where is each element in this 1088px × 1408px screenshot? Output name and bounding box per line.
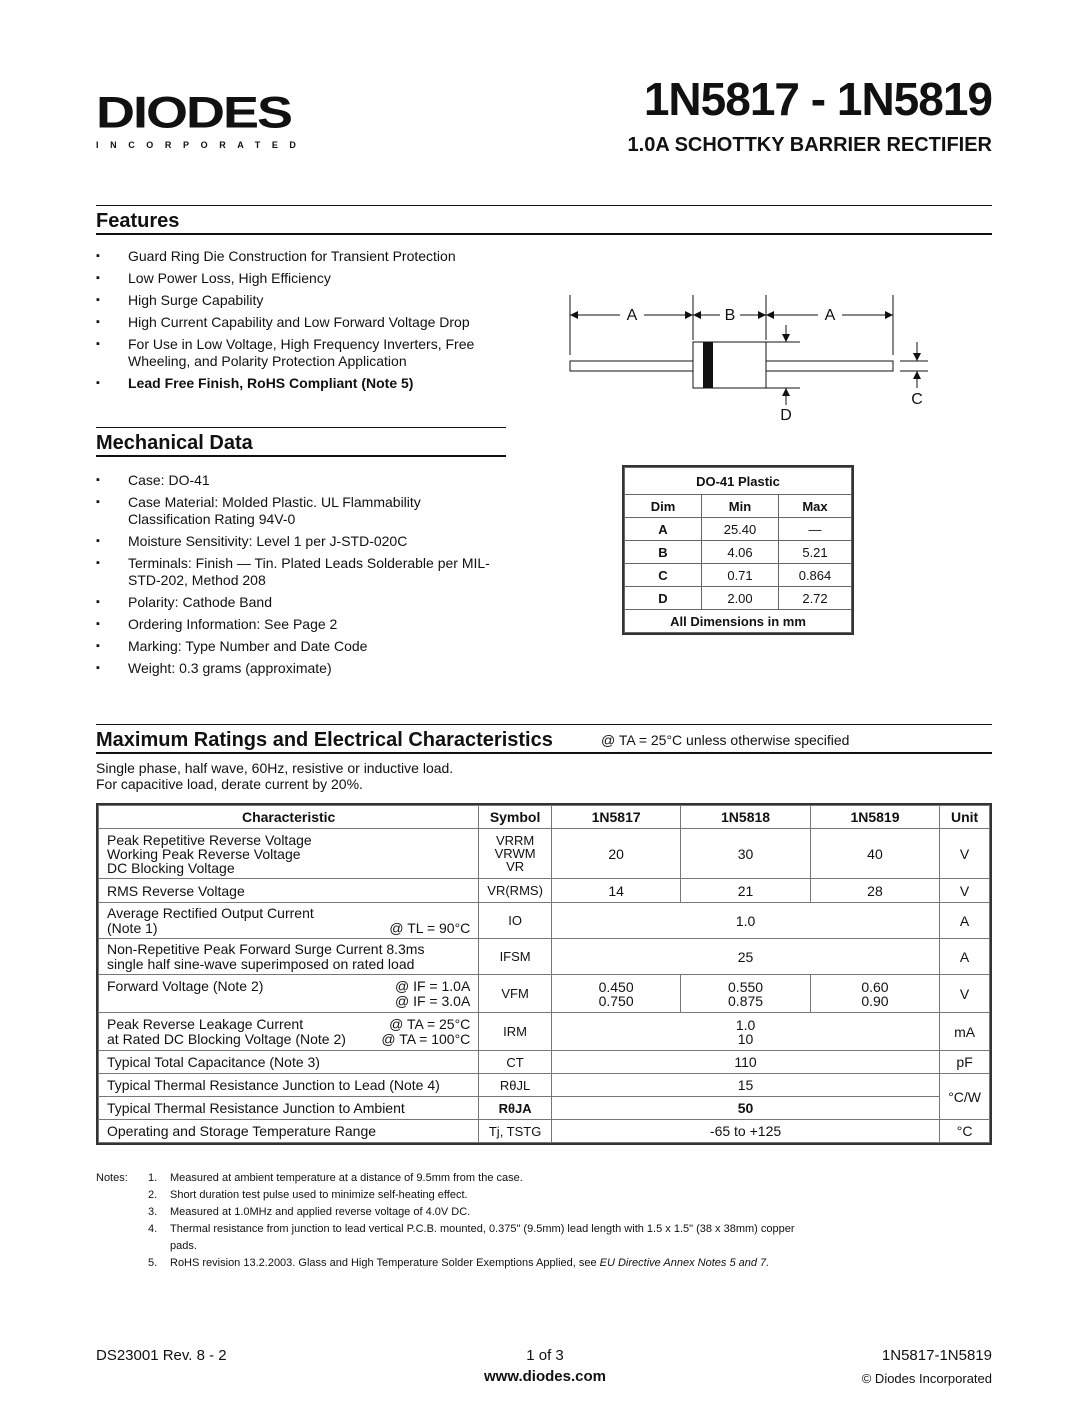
char-label: at Rated DC Blocking Voltage (Note 2)	[107, 1030, 346, 1047]
table-row	[99, 1074, 990, 1097]
table-row	[99, 1051, 990, 1074]
dims-cell: B	[625, 541, 702, 564]
value-cell: 30	[681, 829, 810, 879]
char-label: Peak Reverse Leakage Current	[107, 1015, 304, 1032]
value-cell: 1.0	[551, 903, 939, 939]
dims-cell: 5.21	[779, 541, 852, 564]
note-number: 5.	[148, 1257, 158, 1269]
dims-cell: 2.00	[702, 587, 779, 610]
note-number: 4.	[148, 1223, 158, 1235]
unit-cell: A	[940, 939, 990, 975]
value-cell: 110	[551, 1051, 939, 1074]
doc-revision: DS23001 Rev. 8 - 2	[96, 1347, 227, 1364]
col-header-unit: Unit	[940, 806, 990, 829]
list-item: ▪ Guard Ring Die Construction for Transient Protection	[96, 248, 506, 265]
dims-header-dim: Dim	[625, 495, 702, 518]
char-label: single half sine-wave superimposed on rated load	[107, 955, 415, 972]
dims-header-max: Max	[779, 495, 852, 518]
dimensions-table-frame	[622, 465, 854, 635]
value-cell: 20	[551, 829, 680, 879]
dims-cell: 25.40	[702, 518, 779, 541]
dims-footer: All Dimensions in mm	[625, 610, 852, 633]
col-header-characteristic: Characteristic	[99, 806, 479, 829]
table-row	[99, 975, 990, 1013]
table-row	[99, 1013, 990, 1051]
table-row	[99, 939, 990, 975]
col-header-1n5818: 1N5818	[681, 806, 810, 829]
test-condition: @ TL = 90°C	[389, 919, 471, 936]
ratings-intro-line-2: For capacitive load, derate current by 20%.	[96, 776, 363, 792]
table-row	[99, 829, 990, 879]
logo-wordmark: DIODES	[96, 87, 292, 138]
test-condition: @ IF = 3.0A	[394, 992, 471, 1009]
list-item: ▪ Terminals: Finish — Tin. Plated Leads Solderable per MIL-STD-202, Method 208	[96, 555, 506, 589]
char-label: Working Peak Reverse Voltage	[107, 845, 301, 862]
value-cell: 15	[551, 1074, 939, 1097]
list-item: ▪ Marking: Type Number and Date Code	[96, 638, 506, 655]
value-cell: 50	[551, 1097, 939, 1120]
mechanical-list	[96, 472, 506, 682]
ratings-rule	[96, 752, 992, 754]
dims-cell: 0.71	[702, 564, 779, 587]
value-line: 0.90	[861, 992, 889, 1009]
col-header-1n5817: 1N5817	[551, 806, 680, 829]
note-row	[96, 1170, 856, 1187]
char-label: Forward Voltage (Note 2)	[107, 977, 264, 994]
symbol: VR(RMS)	[479, 879, 552, 903]
dim-label-d: D	[780, 407, 792, 424]
ratings-heading: Maximum Ratings and Electrical Characteristics	[96, 729, 553, 751]
symbol: Tj, TSTG	[479, 1120, 552, 1143]
value-line: 0.750	[598, 992, 634, 1009]
table-row	[625, 518, 852, 541]
features-heading: Features	[96, 210, 180, 232]
char-label: Typical Thermal Resistance Junction to Ambient	[99, 1097, 479, 1120]
table-row	[99, 1097, 990, 1120]
value-cell: 25	[551, 939, 939, 975]
logo-tagline: INCORPORATED	[96, 140, 308, 150]
notes-label: Notes:	[96, 1172, 128, 1184]
list-item: ▪ Polarity: Cathode Band	[96, 594, 506, 611]
unit-cell: V	[940, 879, 990, 903]
char-label: Non-Repetitive Peak Forward Surge Current 8.3ms	[107, 940, 425, 957]
symbol: VRWM	[494, 846, 536, 861]
dims-cell: D	[625, 587, 702, 610]
dimensions-table	[624, 467, 852, 633]
features-list	[96, 248, 506, 397]
symbol: VR	[506, 859, 525, 874]
dim-label-c: C	[911, 391, 923, 408]
value-cell: 21	[681, 879, 810, 903]
list-item: ▪ For Use in Low Voltage, High Frequency Inverters, Free Wheeling, and Polarity Protection Application	[96, 336, 506, 370]
diodes-logo	[96, 87, 346, 162]
list-item: ▪ Lead Free Finish, RoHS Compliant (Note 5)	[96, 375, 506, 392]
mechanical-heading: Mechanical Data	[96, 432, 253, 454]
note-row	[96, 1255, 856, 1272]
value-line: 10	[737, 1030, 754, 1047]
website-link[interactable]: www.diodes.com	[484, 1368, 606, 1385]
list-item: ▪ High Surge Capability	[96, 292, 506, 309]
unit-cell: °C/W	[940, 1074, 990, 1120]
features-rule	[96, 233, 992, 235]
test-condition: @ TA = 25°C	[389, 1015, 471, 1032]
char-label: RMS Reverse Voltage	[99, 879, 479, 903]
value-cell: -65 to +125	[551, 1120, 939, 1143]
dims-title: DO-41 Plastic	[625, 468, 852, 495]
dim-label-a-right: A	[824, 307, 836, 324]
symbol: RθJL	[479, 1074, 552, 1097]
value-line: 0.875	[728, 992, 764, 1009]
char-label: Peak Repetitive Reverse Voltage	[107, 831, 312, 848]
note-row	[96, 1204, 856, 1221]
ratings-intro-line-1: Single phase, half wave, 60Hz, resistive or inductive load.	[96, 760, 454, 776]
col-header-symbol: Symbol	[479, 806, 552, 829]
note-number: 2.	[148, 1189, 158, 1201]
test-condition: @ IF = 1.0A	[394, 977, 471, 994]
table-row	[625, 564, 852, 587]
note-number: 3.	[148, 1206, 158, 1218]
copyright: © Diodes Incorporated	[861, 1371, 992, 1386]
part-number-title: 1N5817 - 1N5819	[643, 73, 992, 125]
symbol: CT	[479, 1051, 552, 1074]
note-text: Thermal resistance from junction to lead vertical P.C.B. mounted, 0.375" (9.5mm) lead length with 1.5 x 1.5" (38 x 38mm) copper pads.	[170, 1223, 795, 1252]
dim-label-a-left: A	[626, 307, 638, 324]
char-label: Average Rectified Output Current	[107, 904, 314, 921]
ratings-intro	[96, 760, 453, 792]
unit-cell: pF	[940, 1051, 990, 1074]
list-item: ▪ Case Material: Molded Plastic. UL Flammability Classification Rating 94V-0	[96, 494, 506, 528]
value-line: 0.550	[728, 978, 764, 995]
mechanical-rule	[96, 455, 506, 457]
value-cell: 28	[810, 879, 939, 903]
note-number: 1.	[148, 1172, 158, 1184]
symbol: IFSM	[479, 939, 552, 975]
dims-cell: —	[779, 518, 852, 541]
symbol: VRRM	[495, 833, 535, 848]
features-top-rule	[96, 205, 992, 206]
dims-cell: 2.72	[779, 587, 852, 610]
list-item: ▪ Moisture Sensitivity: Level 1 per J-STD-020C	[96, 533, 506, 550]
dims-cell: 0.864	[779, 564, 852, 587]
list-item: ▪ Weight: 0.3 grams (approximate)	[96, 660, 506, 677]
table-row	[99, 1120, 990, 1143]
note-row	[96, 1187, 856, 1204]
unit-cell: A	[940, 903, 990, 939]
ratings-condition: @ TA = 25°C unless otherwise specified	[601, 732, 850, 748]
value-cell: 14	[551, 879, 680, 903]
symbol: RθJA	[479, 1097, 552, 1120]
notes-section	[96, 1170, 856, 1272]
dim-label-b: B	[724, 307, 736, 324]
symbol: IRM	[479, 1013, 552, 1051]
list-item: ▪ High Current Capability and Low Forward Voltage Drop	[96, 314, 506, 331]
list-item: ▪ Low Power Loss, High Efficiency	[96, 270, 506, 287]
table-row	[625, 541, 852, 564]
char-label: Typical Thermal Resistance Junction to Lead (Note 4)	[99, 1074, 479, 1097]
table-row	[99, 903, 990, 939]
value-line: 0.60	[861, 978, 889, 995]
ratings-table	[98, 805, 990, 1143]
note-text: Measured at ambient temperature at a distance of 9.5mm from the case.	[170, 1172, 523, 1184]
symbol: VFM	[479, 975, 552, 1013]
table-row	[625, 587, 852, 610]
value-line: 1.0	[735, 1016, 756, 1033]
unit-cell: °C	[940, 1120, 990, 1143]
unit-cell: V	[940, 975, 990, 1013]
unit-cell: mA	[940, 1013, 990, 1051]
list-item: ▪ Ordering Information: See Page 2	[96, 616, 506, 633]
note-text: Short duration test pulse used to minimize self-heating effect.	[170, 1189, 468, 1201]
mechanical-top-rule	[96, 427, 506, 428]
table-row	[99, 879, 990, 903]
dims-header-min: Min	[702, 495, 779, 518]
cathode-band	[703, 342, 713, 388]
note-text-italic: EU Directive Annex Notes 5 and 7.	[599, 1257, 770, 1269]
char-label: Typical Total Capacitance (Note 3)	[99, 1051, 479, 1074]
symbol: IO	[479, 903, 552, 939]
dims-cell: A	[625, 518, 702, 541]
char-label: (Note 1)	[107, 919, 158, 936]
footer-part-number: 1N5817-1N5819	[881, 1347, 992, 1364]
do41-package-diagram	[560, 290, 940, 430]
list-item: ▪ Case: DO-41	[96, 472, 506, 489]
test-condition: @ TA = 100°C	[381, 1030, 471, 1047]
product-subtitle: 1.0A SCHOTTKY BARRIER RECTIFIER	[627, 134, 992, 156]
value-line: 0.450	[598, 978, 634, 995]
unit-cell: V	[940, 829, 990, 879]
note-row	[96, 1221, 856, 1255]
ratings-top-rule	[96, 724, 992, 725]
dims-cell: C	[625, 564, 702, 587]
page-number: 1 of 3	[526, 1347, 564, 1364]
ratings-table-frame	[96, 803, 992, 1145]
note-text: Measured at 1.0MHz and applied reverse voltage of 4.0V DC.	[170, 1206, 471, 1218]
dims-cell: 4.06	[702, 541, 779, 564]
col-header-1n5819: 1N5819	[810, 806, 939, 829]
char-label: DC Blocking Voltage	[107, 859, 235, 876]
char-label: Operating and Storage Temperature Range	[99, 1120, 479, 1143]
note-text: RoHS revision 13.2.2003. Glass and High Temperature Solder Exemptions Applied, see	[170, 1257, 597, 1269]
value-cell: 40	[810, 829, 939, 879]
